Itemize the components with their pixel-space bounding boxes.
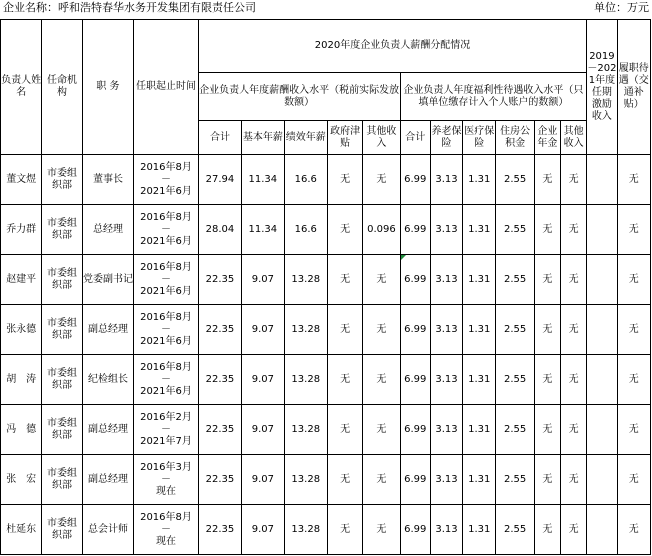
cell-welfare-medical: 1.31 — [463, 505, 496, 555]
cell-org: 市委组织部 — [42, 355, 82, 405]
header-incentive: 2019－2021年度任期激励收入 — [587, 20, 617, 155]
company-label: 企业名称： — [3, 1, 58, 14]
cell-salary-other: 无 — [363, 455, 400, 505]
term-sep: － — [160, 373, 171, 385]
cell-benefit: 无 — [617, 305, 650, 355]
cell-welfare-medical: 1.31 — [463, 355, 496, 405]
cell-position: 董事长 — [82, 155, 133, 205]
header-salary-base: 基本年薪 — [242, 121, 284, 155]
cell-position: 副总经理 — [82, 455, 133, 505]
term-sep: － — [160, 173, 171, 185]
header-name: 负责人姓名 — [1, 20, 42, 155]
table-row — [1, 205, 651, 255]
term-start: 2016年8月 — [140, 161, 192, 173]
cell-welfare-housing: 2.55 — [496, 205, 534, 255]
cell-org: 市委组织部 — [42, 305, 82, 355]
cell-salary-base: 9.07 — [242, 505, 284, 555]
cell-welfare-housing: 2.55 — [496, 355, 534, 405]
cell-salary-gov: 无 — [327, 255, 362, 305]
cell-welfare-total: 6.99 — [400, 305, 430, 355]
cell-term — [134, 305, 199, 355]
cell-welfare-other: 无 — [561, 305, 587, 355]
cell-salary-gov: 无 — [327, 205, 362, 255]
table-row — [1, 255, 651, 305]
cell-salary-base: 11.34 — [242, 155, 284, 205]
cell-incentive — [587, 505, 617, 555]
cell-welfare-total: 6.99 — [400, 455, 430, 505]
cell-welfare-annuity: 无 — [534, 355, 560, 405]
cell-benefit: 无 — [617, 205, 650, 255]
cell-org: 市委组织部 — [42, 505, 82, 555]
company-line — [3, 0, 256, 16]
term-sep: － — [160, 523, 171, 535]
header-benefit: 履职待遇（交通补贴） — [617, 20, 650, 155]
cell-salary-base: 9.07 — [242, 455, 284, 505]
header-org: 任命机构 — [42, 20, 82, 155]
cell-term — [134, 155, 199, 205]
cell-welfare-total: 6.99 — [400, 155, 430, 205]
cell-welfare-total: 6.99 — [400, 505, 430, 555]
header-welfare-annuity: 企业年金 — [534, 121, 560, 155]
cell-welfare-other: 无 — [561, 455, 587, 505]
cell-salary-gov: 无 — [327, 405, 362, 455]
cell-salary-total: 22.35 — [198, 255, 241, 305]
cell-welfare-total: 6.99 — [400, 205, 430, 255]
cell-welfare-medical: 1.31 — [463, 155, 496, 205]
term-end: 2021年6月 — [140, 285, 192, 297]
header-salary-gov-allowance: 政府津贴 — [327, 121, 362, 155]
cell-welfare-medical: 1.31 — [463, 405, 496, 455]
cell-salary-base: 9.07 — [242, 405, 284, 455]
cell-term — [134, 205, 199, 255]
header-salary-group: 企业负责人年度薪酬收入水平（税前实际发放数额） — [198, 73, 400, 121]
company-name: 呼和浩特春华水务开发集团有限责任公司 — [58, 1, 256, 14]
cell-position: 副总经理 — [82, 405, 133, 455]
cell-salary-performance: 13.28 — [284, 405, 327, 455]
cell-position: 副总经理 — [82, 305, 133, 355]
cell-name: 乔力群 — [1, 205, 42, 255]
term-sep: － — [160, 273, 171, 285]
cell-position: 总会计师 — [82, 505, 133, 555]
cell-welfare-pension: 3.13 — [430, 355, 462, 405]
table-row — [1, 355, 651, 405]
term-end: 现在 — [155, 485, 176, 497]
table-row — [1, 155, 651, 205]
cell-org: 市委组织部 — [42, 155, 82, 205]
cell-name: 胡 涛 — [1, 355, 42, 405]
cell-org: 市委组织部 — [42, 455, 82, 505]
cell-salary-total: 28.04 — [198, 205, 241, 255]
cell-welfare-medical: 1.31 — [463, 455, 496, 505]
cell-benefit: 无 — [617, 355, 650, 405]
cell-name: 董文煜 — [1, 155, 42, 205]
cell-welfare-total: 6.99 — [400, 405, 430, 455]
cell-name: 冯 德 — [1, 405, 42, 455]
cell-welfare-pension: 3.13 — [430, 255, 462, 305]
term-start: 2016年8月 — [140, 511, 192, 523]
header-term: 任职起止时间 — [134, 20, 199, 155]
cell-salary-total: 22.35 — [198, 305, 241, 355]
cell-name: 杜延东 — [1, 505, 42, 555]
cell-welfare-pension: 3.13 — [430, 305, 462, 355]
cell-benefit: 无 — [617, 255, 650, 305]
header-salary-other: 其他收入 — [363, 121, 400, 155]
cell-salary-other: 无 — [363, 355, 400, 405]
cell-welfare-annuity: 无 — [534, 305, 560, 355]
cell-incentive — [587, 405, 617, 455]
term-end: 2021年7月 — [140, 435, 192, 447]
term-start: 2016年8月 — [140, 261, 192, 273]
cell-org: 市委组织部 — [42, 405, 82, 455]
term-start: 2016年2月 — [140, 411, 192, 423]
cell-welfare-pension: 3.13 — [430, 505, 462, 555]
header-welfare-housing: 住房公积金 — [496, 121, 534, 155]
cell-salary-total: 22.35 — [198, 355, 241, 405]
cell-benefit: 无 — [617, 505, 650, 555]
cell-salary-other: 无 — [363, 155, 400, 205]
table-caption — [0, 0, 652, 18]
cell-term — [134, 455, 199, 505]
header-position: 职 务 — [82, 20, 133, 155]
cell-welfare-other: 无 — [561, 255, 587, 305]
term-start: 2016年3月 — [140, 461, 192, 473]
cell-welfare-pension: 3.13 — [430, 455, 462, 505]
header-salary-performance: 绩效年薪 — [284, 121, 327, 155]
term-sep: － — [160, 323, 171, 335]
term-sep: － — [160, 223, 171, 235]
cell-welfare-other: 无 — [561, 355, 587, 405]
cell-welfare-pension: 3.13 — [430, 205, 462, 255]
cell-welfare-housing: 2.55 — [496, 405, 534, 455]
cell-salary-performance: 13.28 — [284, 505, 327, 555]
cell-salary-other: 无 — [363, 305, 400, 355]
term-sep: － — [160, 423, 171, 435]
cell-salary-base: 11.34 — [242, 205, 284, 255]
term-end: 2021年6月 — [140, 385, 192, 397]
cell-salary-performance: 16.6 — [284, 155, 327, 205]
cell-salary-performance: 13.28 — [284, 455, 327, 505]
cell-salary-other: 无 — [363, 255, 400, 305]
header-welfare-medical: 医疗保险 — [463, 121, 496, 155]
term-start: 2016年8月 — [140, 361, 192, 373]
cell-welfare-total: 6.99 — [400, 355, 430, 405]
cell-term — [134, 505, 199, 555]
cell-salary-total: 22.35 — [198, 455, 241, 505]
cell-name: 赵建平 — [1, 255, 42, 305]
cell-welfare-housing: 2.55 — [496, 155, 534, 205]
salary-table — [0, 19, 651, 555]
cell-salary-gov: 无 — [327, 355, 362, 405]
cell-benefit: 无 — [617, 455, 650, 505]
cell-welfare-other: 无 — [561, 405, 587, 455]
cell-welfare-pension: 3.13 — [430, 405, 462, 455]
header-2020-group: 2020年度企业负责人薪酬分配情况 — [198, 20, 587, 73]
cell-term — [134, 355, 199, 405]
cell-welfare-annuity: 无 — [534, 505, 560, 555]
table-row — [1, 305, 651, 355]
cell-org: 市委组织部 — [42, 205, 82, 255]
cell-welfare-other: 无 — [561, 505, 587, 555]
cell-benefit: 无 — [617, 405, 650, 455]
cell-position: 总经理 — [82, 205, 133, 255]
cell-salary-other: 0.096 — [363, 205, 400, 255]
header-welfare-total: 合计 — [400, 121, 430, 155]
cell-salary-gov: 无 — [327, 505, 362, 555]
cell-position: 党委副书记 — [82, 255, 133, 305]
cell-welfare-other: 无 — [561, 205, 587, 255]
table-row — [1, 505, 651, 555]
cell-welfare-other: 无 — [561, 155, 587, 205]
cell-welfare-total: 6.99 — [400, 255, 430, 305]
cell-incentive — [587, 305, 617, 355]
unit-label: 单位：万元 — [594, 1, 649, 14]
cell-welfare-annuity: 无 — [534, 455, 560, 505]
term-end: 2021年6月 — [140, 335, 192, 347]
cell-incentive — [587, 455, 617, 505]
header-welfare-other: 其他收入 — [561, 121, 587, 155]
cell-benefit: 无 — [617, 155, 650, 205]
cell-salary-total: 22.35 — [198, 405, 241, 455]
cell-salary-base: 9.07 — [242, 355, 284, 405]
term-end: 现在 — [155, 535, 176, 547]
header-salary-total: 合计 — [198, 121, 241, 155]
cell-welfare-housing: 2.55 — [496, 505, 534, 555]
table-row — [1, 405, 651, 455]
header-welfare-group: 企业负责人年度福利性待遇收入水平（只填单位缴存计入个人账户的数额） — [400, 73, 587, 121]
cell-salary-other: 无 — [363, 505, 400, 555]
cell-salary-base: 9.07 — [242, 255, 284, 305]
cell-salary-performance: 13.28 — [284, 255, 327, 305]
cell-welfare-annuity: 无 — [534, 405, 560, 455]
cell-salary-performance: 13.28 — [284, 355, 327, 405]
cell-welfare-housing: 2.55 — [496, 255, 534, 305]
cell-salary-total: 22.35 — [198, 505, 241, 555]
cell-incentive — [587, 155, 617, 205]
term-end: 2021年6月 — [140, 185, 192, 197]
cell-position: 纪检组长 — [82, 355, 133, 405]
cell-name: 张 宏 — [1, 455, 42, 505]
cell-welfare-annuity: 无 — [534, 255, 560, 305]
cell-welfare-housing: 2.55 — [496, 305, 534, 355]
cell-welfare-pension: 3.13 — [430, 155, 462, 205]
cell-org: 市委组织部 — [42, 255, 82, 305]
cell-salary-total: 27.94 — [198, 155, 241, 205]
cell-term — [134, 405, 199, 455]
cell-welfare-medical: 1.31 — [463, 205, 496, 255]
cell-welfare-annuity: 无 — [534, 155, 560, 205]
cell-welfare-housing: 2.55 — [496, 455, 534, 505]
header-welfare-pension: 养老保险 — [430, 121, 462, 155]
term-sep: － — [160, 473, 171, 485]
cell-term — [134, 255, 199, 305]
cell-salary-gov: 无 — [327, 305, 362, 355]
cell-welfare-medical: 1.31 — [463, 305, 496, 355]
cell-salary-performance: 13.28 — [284, 305, 327, 355]
cell-incentive — [587, 255, 617, 305]
term-start: 2016年8月 — [140, 311, 192, 323]
term-start: 2016年8月 — [140, 211, 192, 223]
table-row — [1, 455, 651, 505]
cell-name: 张永德 — [1, 305, 42, 355]
cell-incentive — [587, 355, 617, 405]
cell-salary-gov: 无 — [327, 155, 362, 205]
cell-welfare-annuity: 无 — [534, 205, 560, 255]
cell-salary-performance: 16.6 — [284, 205, 327, 255]
cell-incentive — [587, 205, 617, 255]
term-end: 2021年6月 — [140, 235, 192, 247]
cell-welfare-medical: 1.31 — [463, 255, 496, 305]
cell-salary-base: 9.07 — [242, 305, 284, 355]
cell-salary-other: 无 — [363, 405, 400, 455]
cell-salary-gov: 无 — [327, 455, 362, 505]
